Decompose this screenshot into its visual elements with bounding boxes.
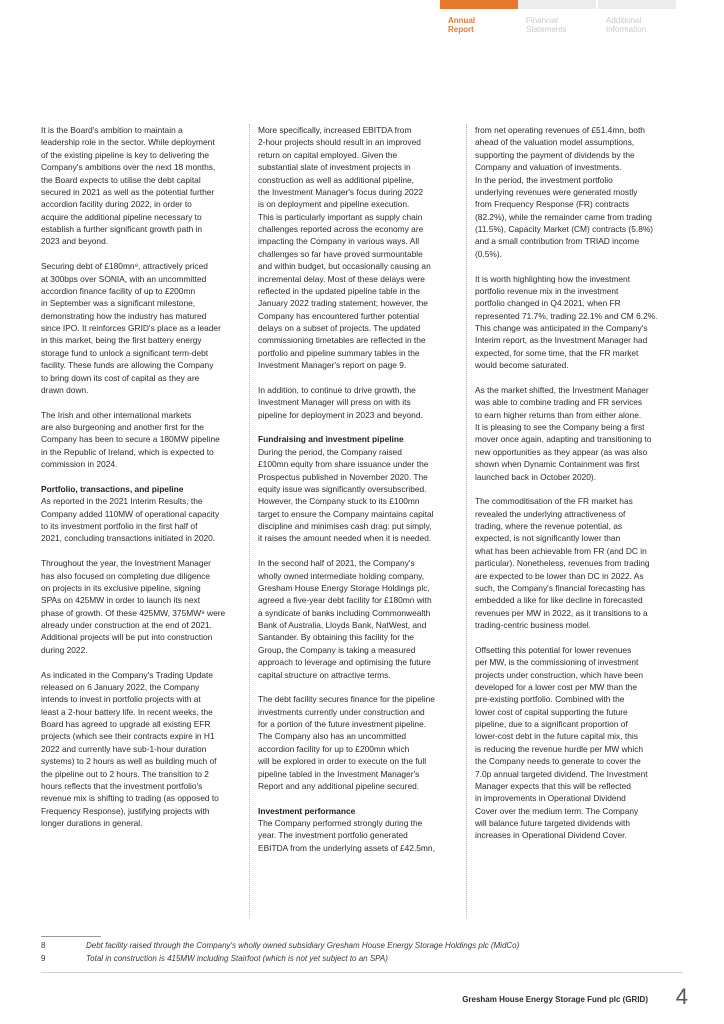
body-text-line: Frequency Response), justifying projects with [41, 805, 210, 816]
body-text-line: will balance future targeted dividends with [475, 818, 631, 829]
paragraph-gap [258, 792, 458, 804]
body-text-line: Bank of Australia, Lloyds Bank, NatWest, and [258, 620, 427, 631]
body-text-line: ahead of the valuation model assumptions, [475, 137, 635, 148]
body-text-line: It is worth highlighting how the investment [475, 273, 631, 284]
body-text-line: In the period, the investment portfolio [475, 174, 613, 185]
tab-financial-statements[interactable] [518, 0, 596, 38]
paragraph-gap [258, 372, 458, 384]
body-text-line: reflected in the updated pipeline table in the [258, 285, 421, 296]
body-text-line: Report and any additional pipeline secured. [258, 780, 420, 791]
body-text-line: This is particularly important as supply chain [258, 211, 423, 222]
body-text-line: accordion finance facility of up to £200mn [41, 285, 196, 296]
paragraph-gap [258, 421, 458, 433]
footnote-rule [41, 936, 101, 937]
body-text-line: pipeline for deployment in 2023 and beyond. [258, 409, 423, 420]
body-text-line: to its investment portfolio in the first half of [41, 521, 198, 532]
body-text-line: The commoditisation of the FR market has [475, 496, 633, 507]
body-text-line: in the Republic of Ireland, which is expected to [41, 446, 214, 457]
column-divider [466, 124, 467, 918]
body-text-line: target to ensure the Company maintains capital [258, 508, 434, 519]
paragraph-gap [41, 471, 241, 483]
body-text-line: Group, the Company is taking a measured [258, 644, 416, 655]
footnote-number: 8 [41, 941, 46, 950]
body-text-line: In addition, to continue to drive growth, the [258, 384, 416, 395]
body-text-line: revenue mix is shifting to trading (as opposed to [41, 793, 219, 804]
body-text-line: on projects in its exclusive pipeline, signing [41, 582, 201, 593]
tab-label-line: Financial [526, 16, 559, 25]
tab-label [606, 16, 672, 34]
body-text-line: for a portion of the future investment pipeline. [258, 719, 427, 730]
body-text-line: it raises the amount needed when it is needed. [258, 533, 432, 544]
paragraph-gap [475, 631, 675, 643]
body-text-line: trading-centric business model. [475, 620, 591, 631]
body-text-line: EBITDA from the underlying assets of £42.5mn, [258, 842, 435, 853]
body-text-line: Manager expects that this will be reflected [475, 780, 631, 791]
body-text-line: wholly owned intermediate holding company, [258, 570, 425, 581]
body-text-line: embedded a like for like decline in forecasted [475, 595, 643, 606]
body-text-line: projects under construction, which have been [475, 669, 644, 680]
body-text-line: Additional projects will be put into construction [41, 632, 213, 643]
body-text-line: longer durations in general. [41, 818, 143, 829]
body-text-line: incremental delay. Most of these delays were [258, 273, 425, 284]
body-text-line: the Board expects to utilise the debt capital [41, 174, 201, 185]
body-text-line: Company's ambitions over the next 18 months, [41, 162, 216, 173]
body-text-line: Interim report, as the Investment Manager had [475, 335, 648, 346]
tab-label-line: Annual [448, 16, 476, 25]
body-text-line: supporting the payment of dividends by the [475, 149, 635, 160]
paragraph-gap [258, 545, 458, 557]
body-text-line: year. The investment portfolio generated [258, 830, 408, 841]
body-text-line: 2-hour projects should result in an improved [258, 137, 421, 148]
tab-label [448, 16, 514, 34]
body-text-line: underlying revenues were generated mostly [475, 186, 638, 197]
body-text-line: Offsetting this potential for lower revenues [475, 644, 632, 655]
body-text-line: what has been achievable from FR (and DC in [475, 545, 647, 556]
tab-annual-report[interactable] [440, 0, 518, 38]
body-text-line: in this market, being the first battery energy [41, 335, 202, 346]
body-text-line: facility. These funds are allowing the Company [41, 360, 214, 371]
paragraph-gap [258, 681, 458, 693]
body-text-line: to bring down its cost of capital as they are [41, 372, 200, 383]
body-text-line: Company and valuation of investments. [475, 162, 622, 173]
body-text-line: has also focused on completing due diligence [41, 570, 211, 581]
body-text-line: storage fund to unlock a significant term-debt [41, 347, 209, 358]
body-text-line: portfolio and pipeline summary tables in the [258, 347, 420, 358]
body-text-line: least a 2-hour battery life. In recent weeks, the [41, 706, 213, 717]
body-text-line: portfolio changed in Q4 2021, when FR [475, 298, 621, 309]
body-text-line: 2022 and currently have sub-1-hour duration [41, 743, 207, 754]
tab-label-line: Information [606, 25, 647, 34]
body-text-line: leadership role in the sector. While deployment [41, 137, 215, 148]
body-text-line: lower cost of capital supporting the future [475, 706, 628, 717]
body-text-line: SPAs on 425MW in order to launch its next [41, 595, 201, 606]
tab-label-line: Additional [606, 16, 642, 25]
body-text-line: drawn down. [41, 384, 89, 395]
body-text-line: the Investment Manager's focus during 2022 [258, 186, 424, 197]
body-text-line: in September was a significant milestone, [41, 298, 196, 309]
body-text-line: hours reflects that the investment portfolio's [41, 780, 203, 791]
tab-label-line: Statements [526, 25, 567, 34]
body-text-line: Company added 110MW of operational capacity [41, 508, 220, 519]
body-text-line: (11.5%), Capacity Market (CM) contracts (5.8%) [475, 224, 654, 234]
body-text-line: The Company also has an uncommitted [258, 731, 407, 742]
footer-document-title: Gresham House Energy Storage Fund plc (GRID) [462, 995, 648, 1004]
body-text-line: lower-cost debt in the future capital mix, this [475, 731, 638, 742]
body-text-line: pipeline tabled in the Investment Manager's [258, 768, 420, 779]
body-text-line: 2021, concluding transactions initiated in 2020. [41, 533, 216, 544]
body-text-line: It is the Board's ambition to maintain a [41, 125, 183, 135]
paragraph-gap [41, 396, 241, 408]
body-text-line: and a small contribution from TRIAD income [475, 236, 640, 247]
body-text-line: Investment Manager's report on page 9. [258, 360, 407, 371]
body-text-line: establish a further significant growth path in [41, 224, 203, 234]
section-heading: Portfolio, transactions, and pipeline [41, 483, 184, 494]
tab-label-line: Report [448, 25, 474, 34]
body-text-line: new opportunities as they appear (as was also [475, 446, 648, 457]
body-text-line: such, the Company's financial forecasting has [475, 582, 646, 593]
body-text-line: portfolio revenue mix in the investment [475, 285, 619, 296]
body-text-line: in improvements in Operational Dividend [475, 793, 626, 804]
body-text-line: developed for a lower cost per MW than the [475, 681, 637, 692]
body-text-line: the Company needs to generate to cover the [475, 756, 641, 767]
body-text-line: pre-existing portfolio. Combined with the [475, 694, 625, 705]
body-text-line: launched back in October 2020). [475, 471, 597, 482]
body-text-line: Throughout the year, the Investment Manager [41, 558, 211, 569]
body-text-line: is reducing the revenue hurdle per MW which [475, 743, 644, 754]
body-text-line: 2023 and beyond. [41, 236, 109, 247]
body-text-line: January 2022 trading statement; however, the [258, 298, 428, 309]
body-text-line: during 2022. [41, 644, 88, 655]
body-text-line: Santander. By obtaining this facility for the [258, 632, 414, 643]
tab-additional-information[interactable] [598, 0, 676, 38]
body-text-line: Company has encountered further potential [258, 310, 420, 321]
body-text-line: However, the Company stuck to its £100mn [258, 496, 420, 507]
body-text-line: impacting the Company in various ways. All [258, 236, 420, 247]
body-text-line: expected, is not significantly lower than [475, 533, 621, 544]
body-text-line: delays on a subset of projects. The updated [258, 323, 421, 333]
body-text-line: Company has been to secure a 180MW pipeline [41, 434, 220, 445]
body-text-line: equity issue was significantly oversubscribed. [258, 483, 427, 494]
body-text-line: capital structure on attractive terms. [258, 669, 391, 680]
body-text-line: As the market shifted, the Investment Manager [475, 384, 649, 395]
body-text-line: released on 6 January 2022, the Company [41, 681, 200, 692]
body-text-line: discipline and minimises cash drag: put simply, [258, 521, 432, 532]
body-text-line: already under construction at the end of 2021. [41, 620, 212, 631]
body-text-line: would become saturated. [475, 360, 569, 371]
body-text-line: The debt facility secures finance for the pipeline [258, 694, 435, 705]
body-text-line: commissioning timetables are reflected in the [258, 335, 426, 346]
text-column-right [475, 124, 675, 842]
body-text-line: and within budget, but occasionally causing an [258, 261, 431, 272]
body-text-line: particular). Nonetheless, revenues from trading [475, 558, 650, 569]
body-text-line: Securing debt of £180mn⁸, attractively priced [41, 261, 208, 272]
body-text-line: shown when Dynamic Containment was first [475, 459, 640, 470]
section-heading: Investment performance [258, 805, 356, 816]
report-section-nav [440, 0, 724, 40]
body-text-line: phase of growth. Of these 425MW, 375MW⁹ were [41, 607, 226, 618]
body-text-line: return on capital employed. Given the [258, 149, 398, 160]
body-text-line: investments currently under construction and [258, 706, 425, 717]
body-text-line: from net operating revenues of £51.4mn, both [475, 125, 645, 135]
body-text-line: increases in Operational Dividend Cover. [475, 830, 627, 841]
body-text-line: intends to invest in portfolio projects with at [41, 694, 201, 705]
body-text-line: As indicated in the Company's Trading Update [41, 669, 213, 680]
body-text-line: As reported in the 2021 Interim Results, the [41, 496, 203, 507]
body-text-line: Investment Manager will press on with its [258, 397, 411, 408]
body-text-line: revealed the underlying attractiveness of [475, 508, 626, 519]
body-text-line: challenges so far have proved surmountable [258, 248, 423, 259]
tab-indicator-bar [518, 0, 596, 9]
column-divider [249, 124, 250, 918]
body-text-line: the pipeline out to 2 hours. The transition to 2 [41, 768, 209, 779]
body-text-line: trading, where the revenue potential, as [475, 521, 623, 532]
footnote-text: Total in construction is 415MW including Stairfoot (which is not yet subject to an SPA) [86, 954, 388, 963]
section-heading: Fundraising and investment pipeline [258, 434, 404, 445]
body-text-line: This change was anticipated in the Company's [475, 323, 648, 334]
text-column-middle [258, 124, 458, 854]
body-text-line: secured in 2021 as well as the potential further [41, 186, 215, 197]
body-text-line: challenges reported across the economy are [258, 224, 424, 234]
body-text-line: commission in 2024. [41, 459, 118, 470]
body-text-line: demonstrating how the industry has matured [41, 310, 207, 321]
tab-label [526, 16, 592, 34]
body-text-line: revenues per MW in 2022, as it transitions to a [475, 607, 648, 618]
body-text-line: since IPO. It reinforces GRID's place as a leader [41, 323, 221, 334]
footer-rule [41, 972, 683, 973]
body-text-line: from Frequency Response (FR) contracts [475, 199, 630, 210]
body-text-line: £100mn equity from share issuance under the [258, 459, 429, 470]
paragraph-gap [475, 260, 675, 272]
page-number: 4 [675, 984, 688, 1009]
body-text-line: The Irish and other international markets [41, 409, 192, 420]
body-text-line: are also burgeoning and another first for the [41, 422, 204, 433]
body-text-line: More specifically, increased EBITDA from [258, 125, 412, 135]
footnote-number: 9 [41, 954, 46, 963]
body-text-line: projects (which see their contracts expire in H1 [41, 731, 215, 742]
body-text-line: Cover over the medium term. The Company [475, 805, 639, 816]
body-text-line: approach to leverage and optimising the future [258, 657, 431, 668]
body-text-line: (82.2%), while the remainder came from trading [475, 211, 652, 222]
body-text-line: of the existing pipeline is key to delivering the [41, 149, 210, 160]
paragraph-gap [41, 545, 241, 557]
body-text-line: will be explored in order to execute on the full [258, 756, 427, 767]
paragraph-gap [41, 656, 241, 668]
body-text-line: substantial slate of investment projects in [258, 162, 411, 173]
body-text-line: accordion facility for up to £200mn which [258, 743, 410, 754]
body-text-line: pipeline, due to a significant proportion of [475, 719, 628, 730]
body-text-line: was able to combine trading and FR services [475, 397, 643, 408]
body-text-line: 7.0p annual targeted dividend. The Investment [475, 768, 648, 779]
footnote-text: Debt facility raised through the Company's wholly owned subsidiary Gresham House Energy Storage Holdings plc (MidCo) [86, 941, 520, 950]
text-column-left [41, 124, 241, 829]
body-text-line: mover once again, adapting and transitioning to [475, 434, 652, 445]
body-text-line: agreed a five-year debt facility for £180mn with [258, 595, 432, 606]
paragraph-gap [41, 248, 241, 260]
tab-indicator-bar [440, 0, 518, 9]
body-text-line: represented 71.7%, trading 22.1% and CM 6.2%. [475, 310, 658, 321]
body-text-line: It is pleasing to see the Company being a first [475, 422, 645, 433]
body-text-line: Gresham House Energy Storage Holdings plc, [258, 582, 430, 593]
body-text-line: at 300bps over SONIA, with an uncommitted [41, 273, 207, 284]
body-text-line: systems) to 2 hours as well as building much of [41, 756, 217, 767]
tab-indicator-bar [598, 0, 676, 9]
body-text-line: to earn higher returns than from either alone. [475, 409, 642, 420]
body-text-line: a syndicate of banks including Commonwealth [258, 607, 431, 618]
body-text-line: is on deployment and pipeline execution. [258, 199, 410, 210]
body-text-line: Board has agreed to upgrade all existing EFR [41, 719, 211, 730]
body-text-line: (0.5%). [475, 248, 502, 259]
body-text-line: construction as well as additional pipeline, [258, 174, 414, 185]
body-text-line: acquire the additional pipeline necessary to [41, 211, 202, 222]
body-text-line: The Company performed strongly during the [258, 818, 423, 829]
body-text-line: per MW, is the commissioning of investment [475, 657, 639, 668]
paragraph-gap [475, 483, 675, 495]
body-text-line: accordion facility during 2022, in order to [41, 199, 192, 210]
paragraph-gap [475, 372, 675, 384]
body-text-line: During the period, the Company raised [258, 446, 402, 457]
body-text-line: expected, for some time, that the FR market [475, 347, 639, 358]
body-text-line: In the second half of 2021, the Company's [258, 558, 415, 569]
body-text-line: Prospectus published in November 2020. The [258, 471, 428, 482]
body-text-line: are expected to be lower than DC in 2022. As [475, 570, 644, 581]
